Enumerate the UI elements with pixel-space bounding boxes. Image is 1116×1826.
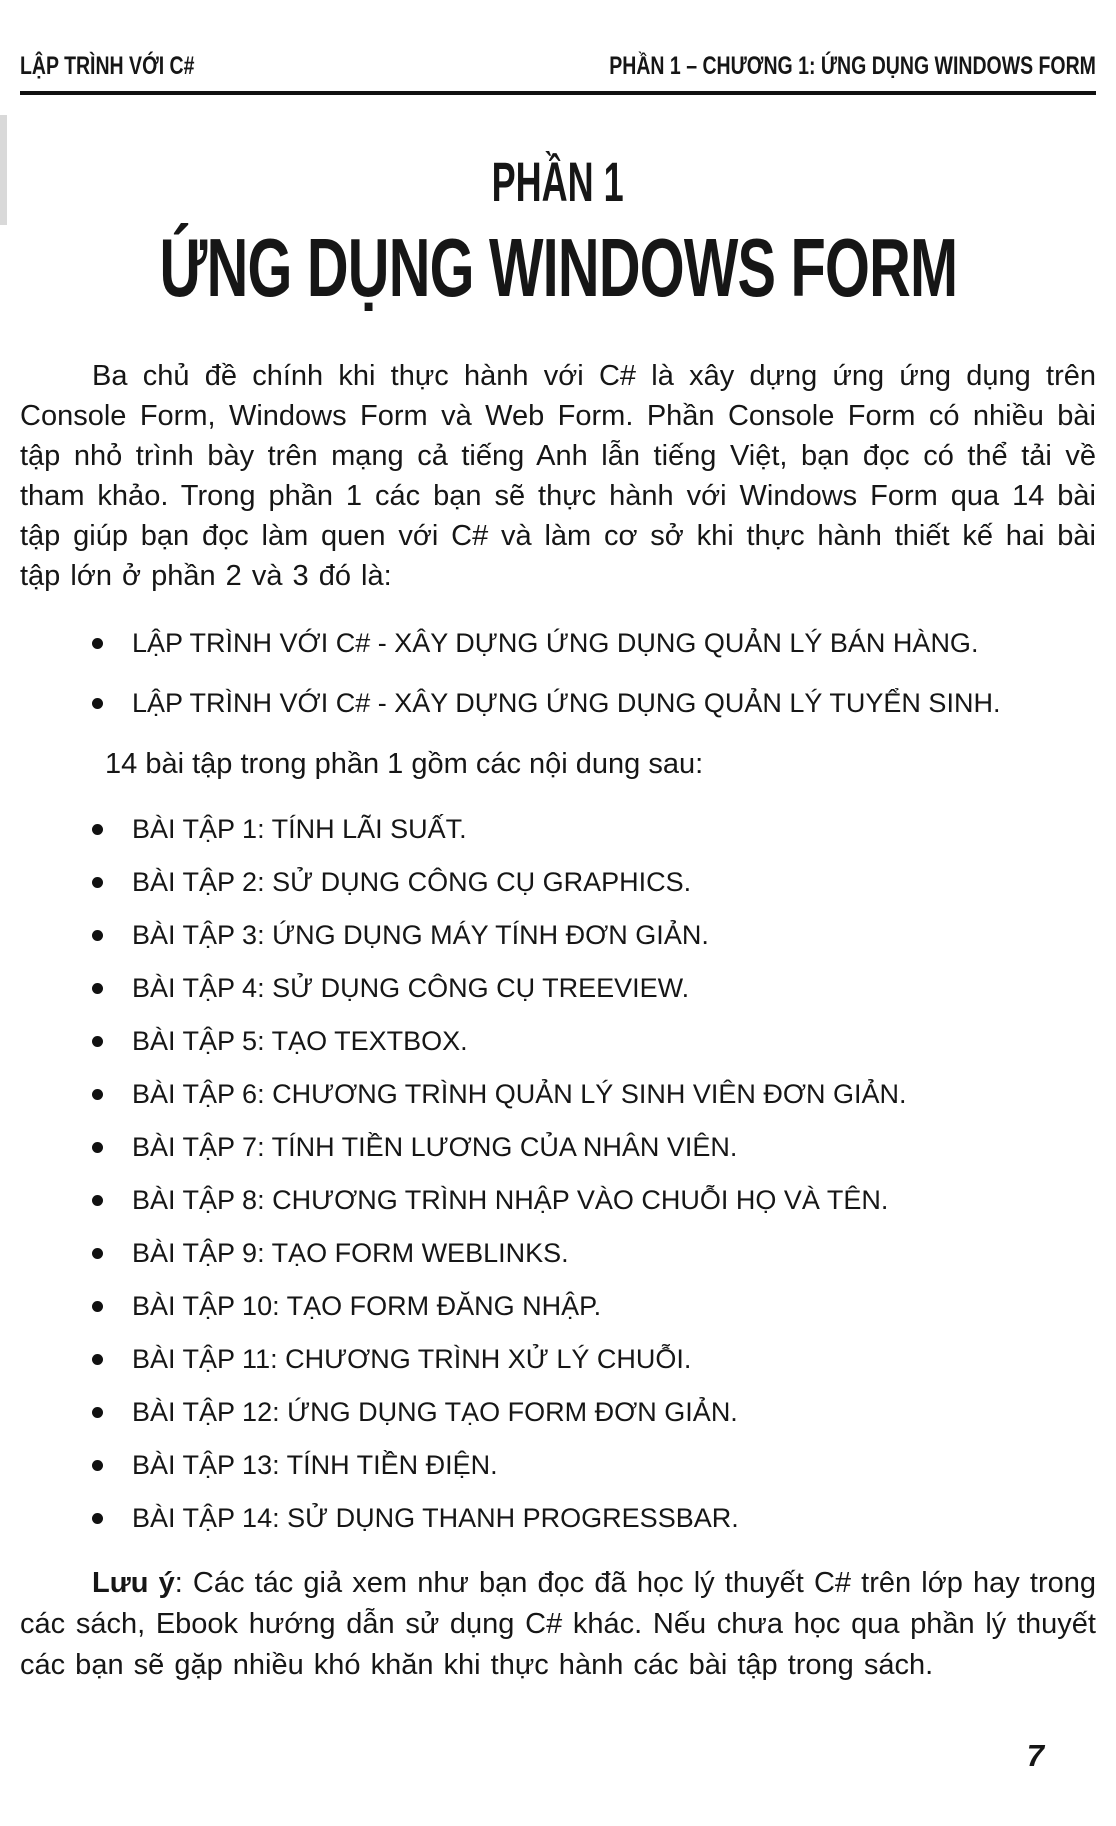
- list-item: BÀI TẬP 4: SỬ DỤNG CÔNG CỤ TREEVIEW.: [20, 969, 1096, 1007]
- list-item: BÀI TẬP 9: TẠO FORM WEBLINKS.: [20, 1234, 1096, 1272]
- list-item: BÀI TẬP 8: CHƯƠNG TRÌNH NHẬP VÀO CHUỖI HỌ VÀ TÊN.: [20, 1181, 1096, 1219]
- exercise-list-intro: 14 bài tập trong phần 1 gồm các nội dung sau:: [105, 748, 704, 780]
- chapter-main-title-wrap: [20, 221, 1096, 314]
- running-header: [20, 52, 1096, 81]
- list-item: BÀI TẬP 5: TẠO TEXTBOX.: [20, 1022, 1096, 1060]
- list-item: BÀI TẬP 2: SỬ DỤNG CÔNG CỤ GRAPHICS.: [20, 863, 1096, 901]
- list-item: BÀI TẬP 12: ỨNG DỤNG TẠO FORM ĐƠN GIẢN.: [20, 1393, 1096, 1431]
- chapter-main-title: ỨNG DỤNG WINDOWS FORM: [159, 221, 957, 314]
- exercise-list: [20, 810, 1096, 1537]
- note-text: : Các tác giả xem như bạn đọc đã học lý thuyết C# trên lớp hay trong các sách, Ebook hướng dẫn sử dụng C# khác. Nếu chưa học qua phần lý thuyết các bạn sẽ gặp nhiều khó khăn khi thực hành các bài tập trong sách.: [20, 1567, 1096, 1681]
- list-item: BÀI TẬP 6: CHƯƠNG TRÌNH QUẢN LÝ SINH VIÊN ĐƠN GIẢN.: [20, 1075, 1096, 1113]
- note-label: Lưu ý: [92, 1567, 175, 1599]
- project-list: [20, 624, 1096, 722]
- list-item: BÀI TẬP 11: CHƯƠNG TRÌNH XỬ LÝ CHUỖI.: [20, 1340, 1096, 1378]
- note-paragraph: [20, 1563, 1096, 1686]
- list-item: BÀI TẬP 7: TÍNH TIỀN LƯƠNG CỦA NHÂN VIÊN.: [20, 1128, 1096, 1166]
- scan-artifact: [0, 115, 7, 225]
- part-number-heading: PHẦN 1: [491, 150, 625, 214]
- list-item: BÀI TẬP 14: SỬ DỤNG THANH PROGRESSBAR.: [20, 1499, 1096, 1537]
- list-item: BÀI TẬP 13: TÍNH TIỀN ĐIỆN.: [20, 1446, 1096, 1484]
- running-header-book-title: LẬP TRÌNH VỚI C#: [20, 52, 195, 80]
- page-number: 7: [1026, 1738, 1044, 1773]
- chapter-title-block: [20, 95, 1096, 214]
- running-header-chapter-title: PHẦN 1 – CHƯƠNG 1: ỨNG DỤNG WINDOWS FORM: [609, 52, 1096, 80]
- list-item: BÀI TẬP 1: TÍNH LÃI SUẤT.: [20, 810, 1096, 848]
- list-item: LẬP TRÌNH VỚI C# - XÂY DỰNG ỨNG DỤNG QUẢN LÝ BÁN HÀNG.: [20, 624, 1096, 662]
- list-item: BÀI TẬP 3: ỨNG DỤNG MÁY TÍNH ĐƠN GIẢN.: [20, 916, 1096, 954]
- list-item: LẬP TRÌNH VỚI C# - XÂY DỰNG ỨNG DỤNG QUẢN LÝ TUYỂN SINH.: [20, 684, 1096, 722]
- intro-paragraph: Ba chủ đề chính khi thực hành với C# là xây dựng ứng ứng dụng trên Console Form, Windows Form và Web Form. Phần Console Form có nhiều bài tập nhỏ trình bày trên mạng cả tiếng Anh lẫn tiếng Việt, bạn đọc có thể tải về tham khảo. Trong phần 1 các bạn sẽ thực hành với Windows Form qua 14 bài tập giúp bạn đọc làm quen với C# và làm cơ sở khi thực hành thiết kế hai bài tập lớn ở phần 2 và 3 đó là:: [20, 360, 1096, 592]
- list-item: BÀI TẬP 10: TẠO FORM ĐĂNG NHẬP.: [20, 1287, 1096, 1325]
